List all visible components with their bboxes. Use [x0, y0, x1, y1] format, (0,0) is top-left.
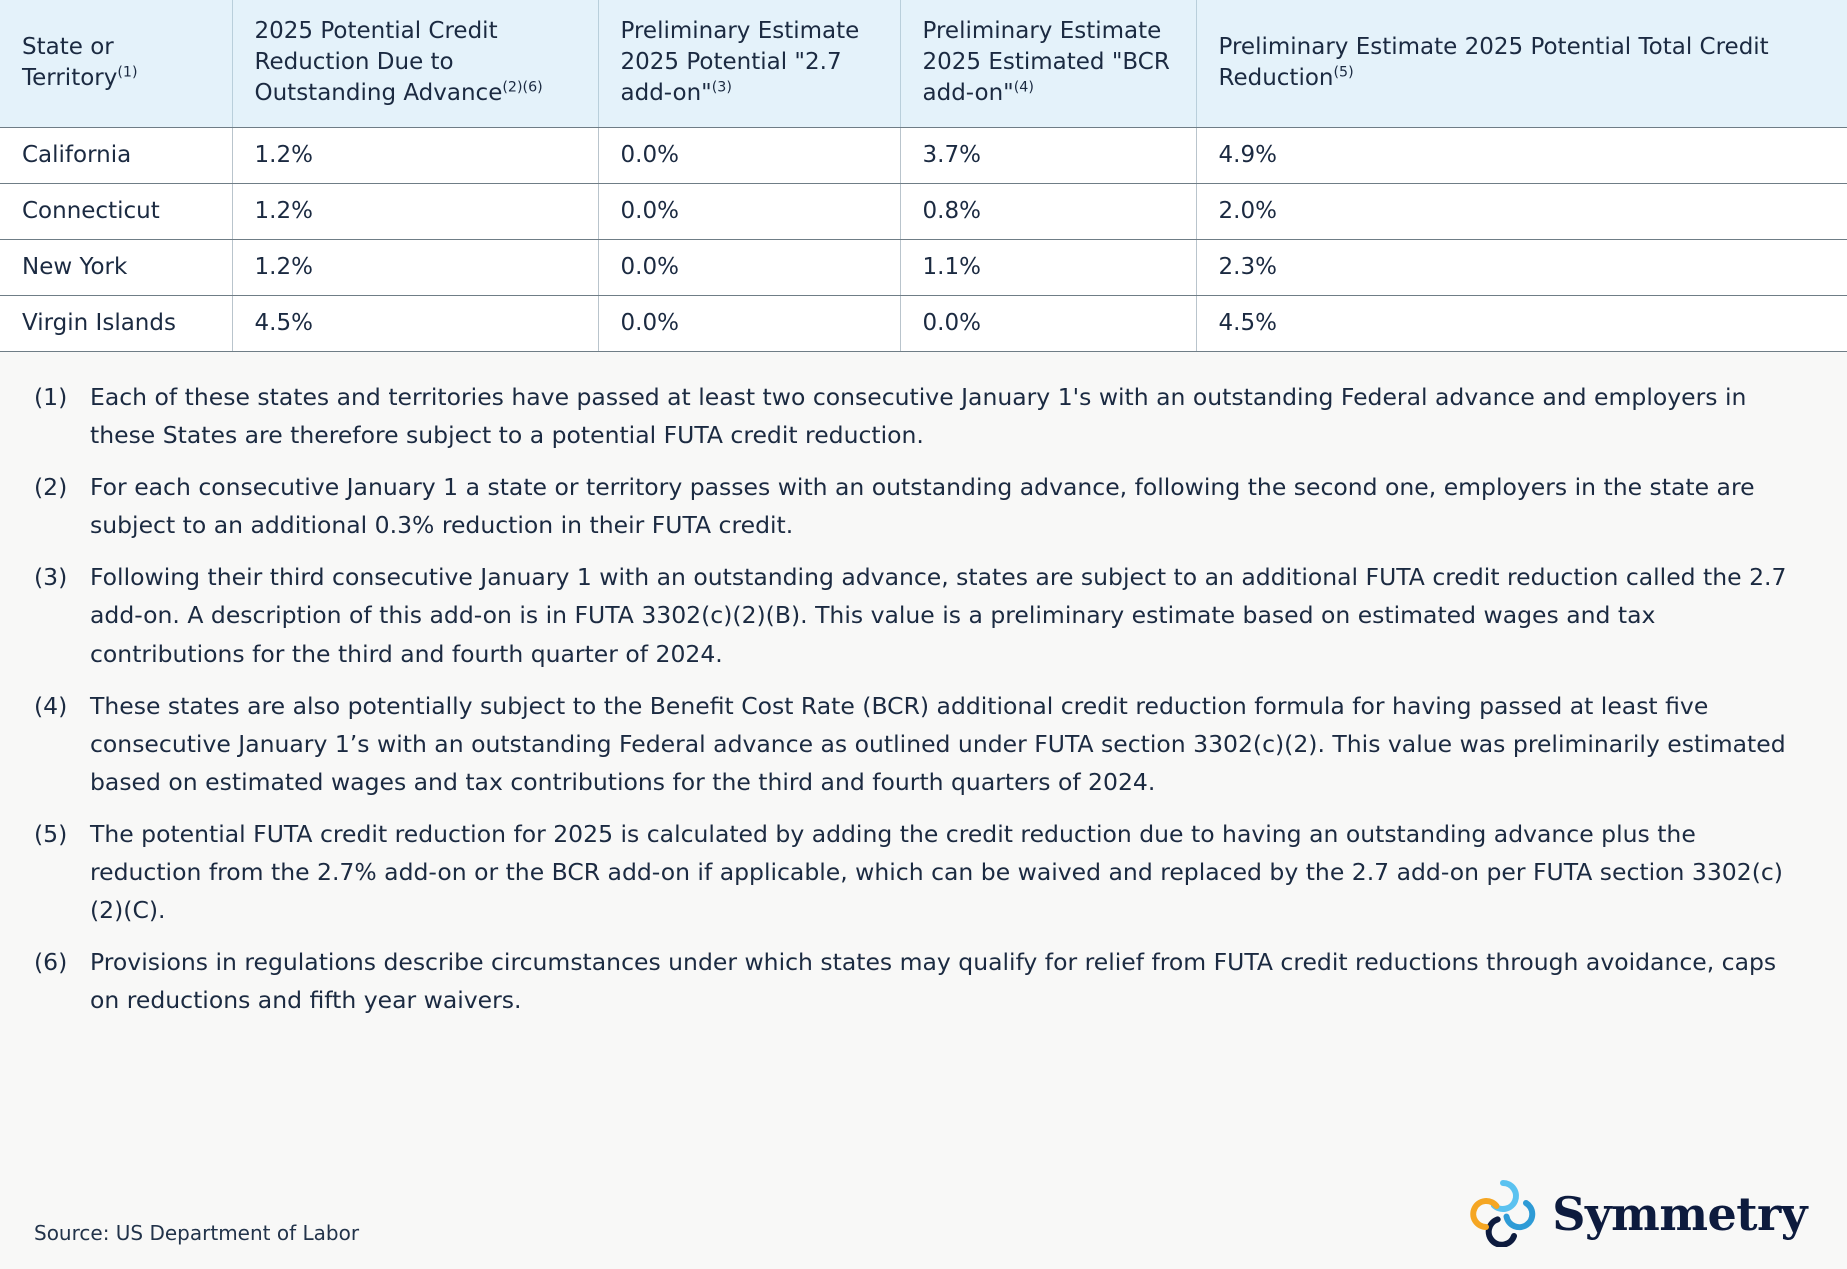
- footnote-item: [34, 943, 1813, 1019]
- cell-bcr: 0.0%: [900, 296, 1196, 352]
- cell-advance: 1.2%: [232, 184, 598, 240]
- cell-addon27: 0.0%: [598, 184, 900, 240]
- brand-logo: [1466, 1177, 1813, 1251]
- column-header-bcr-label: Preliminary Estimate 2025 Estimated "BCR add-on": [922, 18, 1170, 107]
- column-header-total-footnote-ref: (5): [1333, 63, 1354, 80]
- column-header-bcr: [900, 0, 1196, 128]
- cell-total: 2.0%: [1196, 184, 1847, 240]
- cell-state: California: [0, 128, 232, 184]
- footnotes-section: [0, 352, 1847, 1269]
- footnote-number: (6): [34, 947, 68, 976]
- cell-state: Virgin Islands: [0, 296, 232, 352]
- cell-total: 2.3%: [1196, 240, 1847, 296]
- cell-advance: 4.5%: [232, 296, 598, 352]
- footnote-item: [34, 815, 1813, 929]
- column-header-addon27-footnote-ref: (3): [711, 79, 732, 96]
- cell-bcr: 3.7%: [900, 128, 1196, 184]
- column-header-advance-footnote-ref: (2)(6): [502, 79, 543, 96]
- column-header-total: [1196, 0, 1847, 128]
- footnote-text: Following their third consecutive January 1 with an outstanding advance, states are subject to an additional FUTA credit reduction called the 2.7 add-on. A description of this add-on is in FUTA 3302(c)(2)(B). This value is a preliminary estimate based on estimated wages and tax contributions for the third and fourth quarter of 2024.: [90, 563, 1787, 668]
- footnote-item: [34, 378, 1813, 454]
- footnote-text: Each of these states and territories have passed at least two consecutive January 1's with an outstanding Federal advance and employers in these States are therefore subject to a potential FUTA credit reduction.: [90, 383, 1747, 450]
- column-header-total-label: Preliminary Estimate 2025 Potential Total Credit Reduction: [1218, 33, 1769, 91]
- table-header: [0, 0, 1847, 128]
- cell-state: Connecticut: [0, 184, 232, 240]
- cell-bcr: 0.8%: [900, 184, 1196, 240]
- footnote-text: These states are also potentially subject to the Benefit Cost Rate (BCR) additional credit reduction formula for having passed at least five consecutive January 1’s with an outstanding Federal advance as outlined under FUTA section 3302(c)(2). This value was preliminarily estimated based on estimated wages and tax contributions for the third and fourth quarters of 2024.: [90, 691, 1786, 796]
- cell-advance: 1.2%: [232, 128, 598, 184]
- column-header-bcr-footnote-ref: (4): [1013, 79, 1034, 96]
- column-header-advance-label: 2025 Potential Credit Reduction Due to Outstanding Advance: [254, 18, 503, 107]
- source-label: Source: US Department of Labor: [34, 1221, 360, 1245]
- table-header-row: [0, 0, 1847, 128]
- footnote-text: Provisions in regulations describe circumstances under which states may qualify for relief from FUTA credit reductions through avoidance, caps on reductions and fifth year waivers.: [90, 947, 1777, 1015]
- table-row: [0, 296, 1847, 352]
- footnote-number: (4): [34, 691, 68, 720]
- futa-credit-reduction-table: [0, 0, 1847, 352]
- column-header-state: [0, 0, 232, 128]
- cell-addon27: 0.0%: [598, 128, 900, 184]
- cell-total: 4.5%: [1196, 296, 1847, 352]
- cell-addon27: 0.0%: [598, 296, 900, 352]
- table-body: [0, 128, 1847, 352]
- table-row: [0, 128, 1847, 184]
- column-header-advance: [232, 0, 598, 128]
- footnote-number: (2): [34, 473, 68, 502]
- footnote-number: (5): [34, 819, 68, 848]
- symmetry-rings-icon: [1466, 1177, 1540, 1251]
- column-header-addon27-label: Preliminary Estimate 2025 Potential "2.7 add-on": [620, 18, 860, 107]
- column-header-addon27: [598, 0, 900, 128]
- column-header-state-label: State or Territory: [22, 33, 118, 91]
- footnote-item: [34, 687, 1813, 801]
- cell-advance: 1.2%: [232, 240, 598, 296]
- footnote-item: [34, 468, 1813, 544]
- column-header-state-footnote-ref: (1): [117, 63, 138, 80]
- cell-state: New York: [0, 240, 232, 296]
- footnote-number: (3): [34, 563, 68, 592]
- brand-name: Symmetry: [1552, 1187, 1807, 1241]
- footer: [34, 1173, 1813, 1269]
- footnote-item: [34, 558, 1813, 672]
- footnote-number: (1): [34, 383, 68, 412]
- cell-bcr: 1.1%: [900, 240, 1196, 296]
- cell-addon27: 0.0%: [598, 240, 900, 296]
- table-row: [0, 184, 1847, 240]
- table-row: [0, 240, 1847, 296]
- footnote-text: The potential FUTA credit reduction for 2025 is calculated by adding the credit reduction due to having an outstanding advance plus the reduction from the 2.7% add-on or the BCR add-on if applicable, which can be waived and replaced by the 2.7 add-on per FUTA section 3302(c)(2)(C).: [90, 819, 1783, 924]
- footnote-text: For each consecutive January 1 a state or territory passes with an outstanding advance, following the second one, employers in the state are subject to an additional 0.3% reduction in their FUTA credit.: [90, 473, 1755, 540]
- cell-total: 4.9%: [1196, 128, 1847, 184]
